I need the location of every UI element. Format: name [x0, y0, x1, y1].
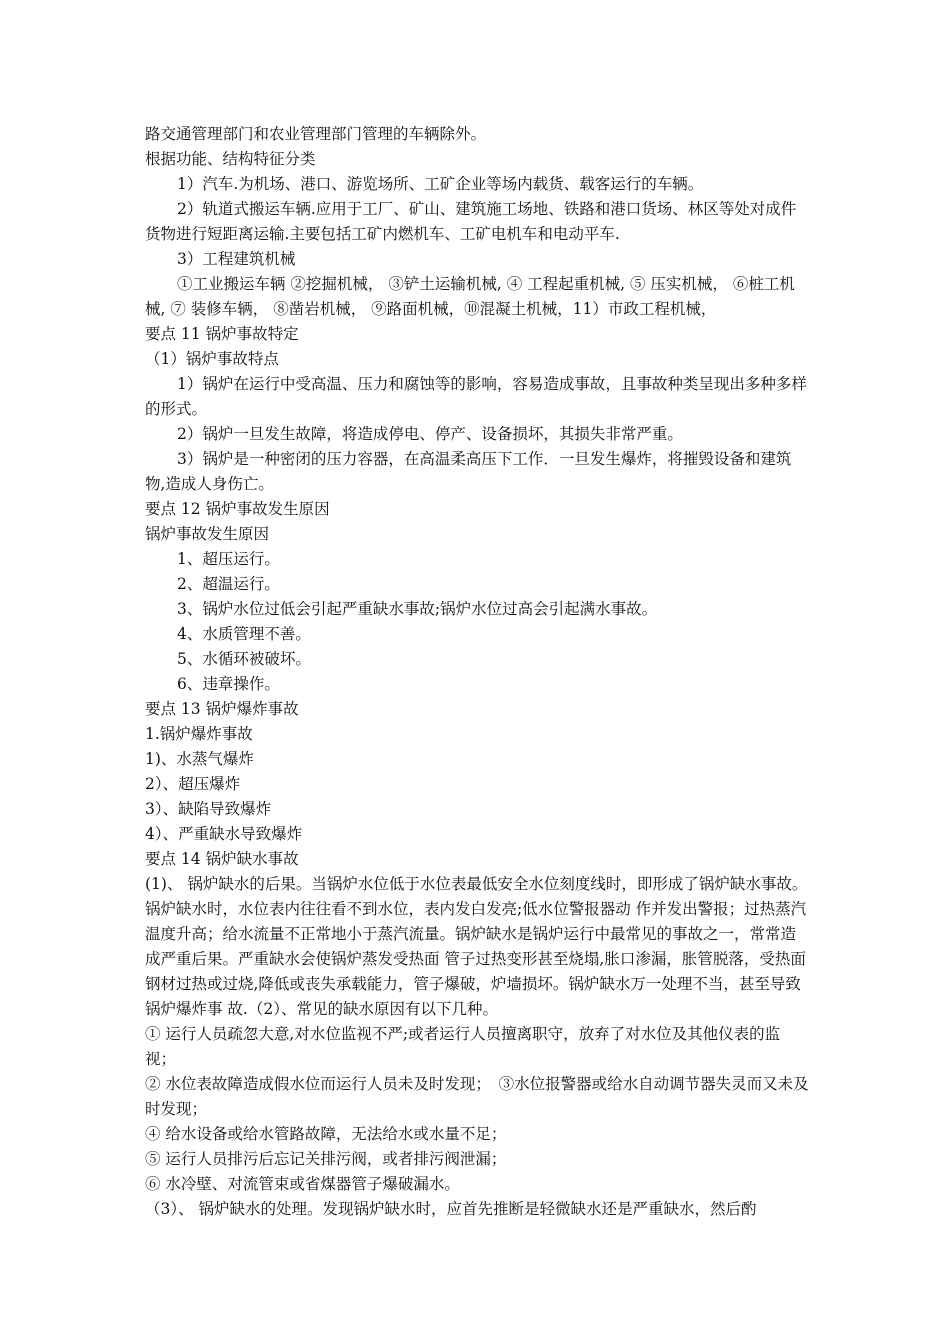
- list-item: 1）锅炉在运行中受高温、压力和腐蚀等的影响，容易造成事故，且事故种类呈现出多种多样的形式。: [145, 375, 807, 418]
- list-item: 6、违章操作。: [177, 675, 280, 693]
- list-item: ④ 给水设备或给水管路故障，无法给水或水量不足；: [145, 1125, 507, 1143]
- list-item: 4）、严重缺水导致爆炸: [145, 825, 303, 843]
- list-item: 2）轨道式搬运车辆.应用于工厂、矿山、建筑施工场地、铁路和港口货场、林区等处对成件货物进行短距离运输.主要包括工矿内燃机车、工矿电机车和电动平车.: [145, 200, 797, 243]
- subsection-heading: （1）锅炉事故特点: [145, 350, 279, 368]
- list-item: ② 水位表故障造成假水位而运行人员未及时发现； ③水位报警器或给水自动调节器失灵而又未及时发现；: [145, 1075, 809, 1118]
- paragraph: 路交通管理部门和农业管理部门管理的车辆除外。: [145, 125, 487, 143]
- section-heading: 要点 11 锅炉事故特定: [145, 325, 299, 343]
- paragraph: ①工业搬运车辆 ②挖掘机械， ③铲土运输机械, ④ 工程起重机械, ⑤ 压实机械， ⑥桩工机械, ⑦ 装修车辆， ⑧凿岩机械， ⑨路面机械，⑩混凝土机械，11）市政工程机械，: [145, 275, 795, 318]
- list-item: 1、超压运行。: [177, 550, 280, 568]
- list-item: ⑥ 水冷壁、对流管束或省煤器管子爆破漏水。: [145, 1175, 460, 1193]
- list-item: ⑤ 运行人员排污后忘记关排污阀，或者排污阀泄漏；: [145, 1150, 507, 1168]
- section-heading: 要点 14 锅炉缺水事故: [145, 850, 299, 868]
- list-item: 4、水质管理不善。: [177, 625, 311, 643]
- list-item: 3）锅炉是一种密闭的压力容器，在高温柔高压下工作．一旦发生爆炸，将摧毁设备和建筑物,造成人身伤亡。: [145, 450, 792, 493]
- list-item: 2）、超压爆炸: [145, 775, 241, 793]
- subsection-heading: 1.锅炉爆炸事故: [145, 725, 253, 743]
- list-item: 1)、水蒸气爆炸: [145, 750, 254, 768]
- paragraph: (1)、 锅炉缺水的后果。当锅炉水位低于水位表最低安全水位刻度线时，即形成了锅炉缺水事故。锅炉缺水时，水位表内往往看不到水位，表内发白发亮;低水位警报器动 作并发出警报；过热蒸汽温度升高；给水流量不正常地小于蒸汽流量。锅炉缺水是锅炉运行中最常见的事故之一，常常造成严重后果。严重缺水会使锅炉蒸发受热面 管子过热变形甚至烧塌,胀口渗漏，胀管脱落，受热面钢材过热或过烧,降低或丧失承载能力，管子爆破，炉墙损坏。锅炉缺水万一处理不当，甚至导致锅炉爆炸事 故.（2）、常见的缺水原因有以下几种。: [145, 875, 808, 1018]
- list-item: 3）、缺陷导致爆炸: [145, 800, 272, 818]
- list-item: ① 运行人员疏忽大意,对水位监视不严;或者运行人员擅离职守，放弃了对水位及其他仪表的监视；: [145, 1025, 781, 1068]
- subsection-heading: 锅炉事故发生原因: [145, 525, 270, 543]
- list-item: 2、超温运行。: [177, 575, 280, 593]
- list-item: 2）锅炉一旦发生故障，将造成停电、停产、设备损坏，其损失非常严重。: [177, 425, 683, 443]
- list-item: 3、锅炉水位过低会引起严重缺水事故;锅炉水位过高会引起满水事故。: [177, 600, 658, 618]
- document-body: [145, 122, 810, 1222]
- list-item: 5、水循环被破坏。: [177, 650, 311, 668]
- section-heading: 要点 13 锅炉爆炸事故: [145, 700, 299, 718]
- section-heading: 根据功能、结构特征分类: [145, 150, 316, 168]
- paragraph: （3）、 锅炉缺水的处理。发现锅炉缺水时，应首先推断是轻微缺水还是严重缺水，然后酌: [145, 1200, 757, 1218]
- section-heading: 要点 12 锅炉事故发生原因: [145, 500, 330, 518]
- list-item: 3）工程建筑机械: [177, 250, 296, 268]
- list-item: 1）汽车.为机场、港口、游览场所、工矿企业等场内载货、载客运行的车辆。: [177, 175, 704, 193]
